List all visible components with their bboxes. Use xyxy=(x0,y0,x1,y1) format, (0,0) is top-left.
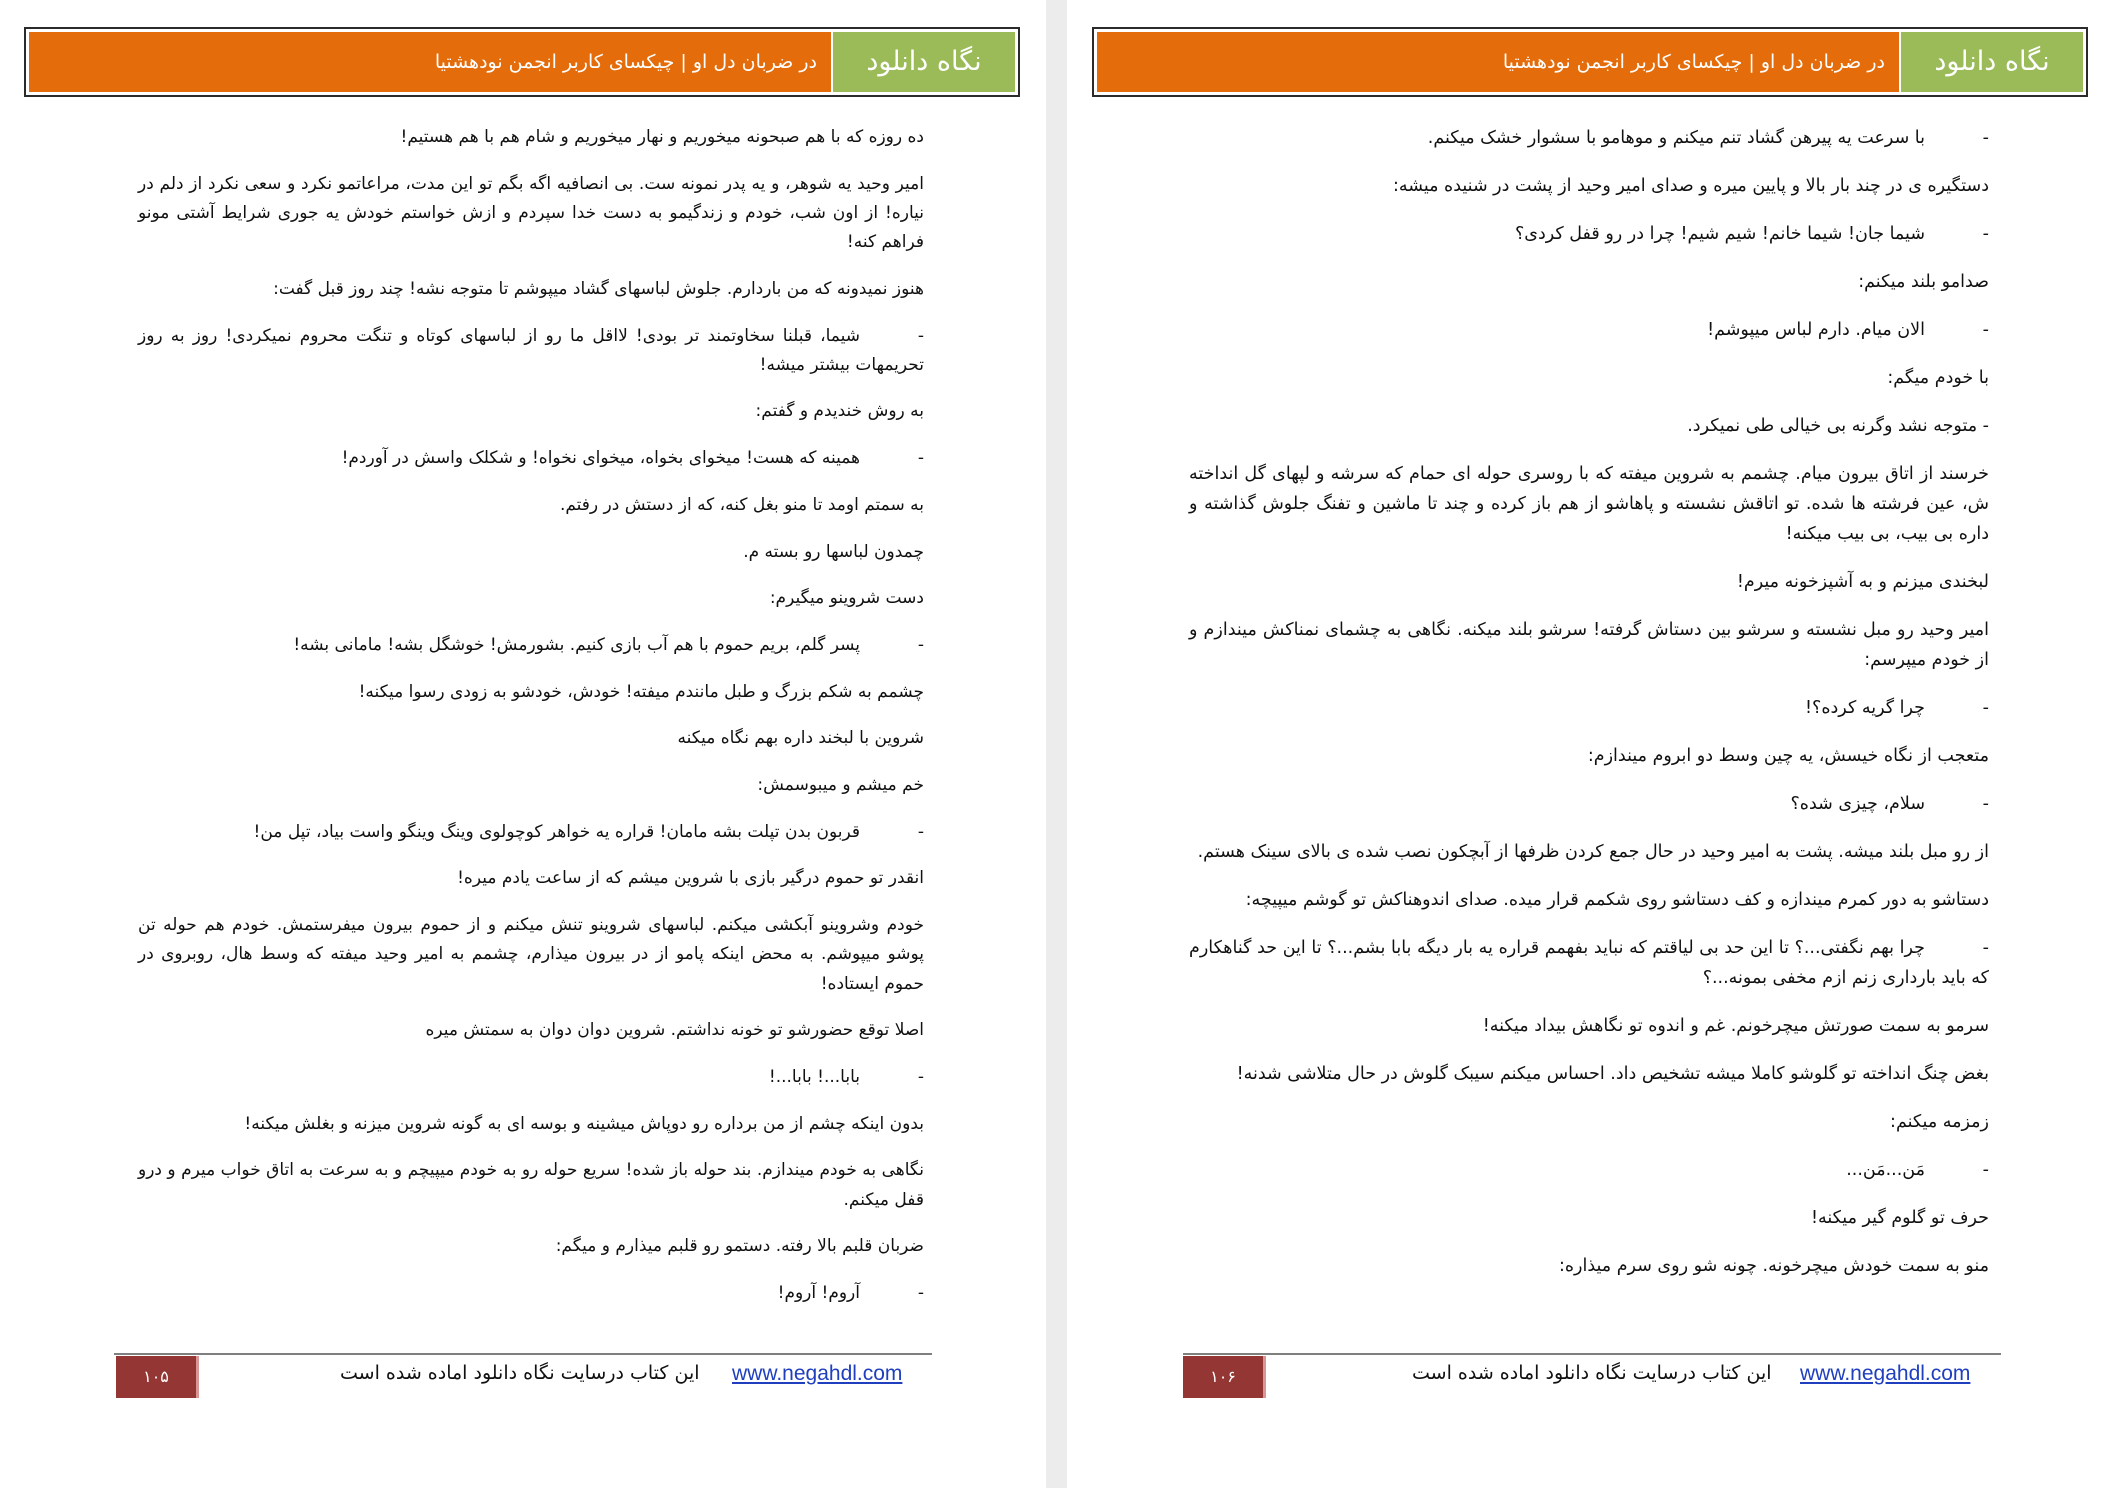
paragraph-text: ضربان قلبم بالا رفته. دستمو رو قلبم میذارم و میگم: xyxy=(555,1236,924,1257)
header-book-title: در ضربان دل او | چیکسای کاربر انجمن نودهشتیا xyxy=(1097,32,1899,92)
paragraph-text: آروم! آروم! xyxy=(777,1282,860,1303)
paragraph xyxy=(138,771,924,800)
paragraph-text: دستاشو به دور کمرم میندازه و کف دستاشو روی شکمم قرار میده. صدای اندوهناکش تو گوشم میپیچه: xyxy=(1245,890,1989,910)
footer-note: این کتاب درسایت نگاه دانلود اماده شده است xyxy=(340,1362,700,1384)
dialogue-line xyxy=(138,1279,924,1308)
dialogue-dash: - xyxy=(917,1282,924,1303)
page-body-text xyxy=(138,123,924,1326)
paragraph-text: چمدون لباسها رو بسته م. xyxy=(743,541,924,562)
dialogue-dash: - xyxy=(917,448,924,469)
page-header xyxy=(1092,27,2088,97)
paragraph-text: امیر وحید یه شوهر، و یه پدر نمونه ست. بی انصافیه اگه بگم تو این مدت، مراعاتمو نکرد و سعی نکرد از دلم در نیاره! از اون شب، خودم و زندگیمو به دست خدا سپردم و ازش خواستم خودش یه جوری شرایط آشتی مونو فراهم کنه! xyxy=(138,173,924,253)
paragraph-text: لبخندی میزنم و به آشپزخونه میرم! xyxy=(1736,572,1989,592)
paragraph xyxy=(138,1016,924,1045)
paragraph-text: خرسند از اتاق بیرون میام. چشمم به شروین میفته که با روسری حوله ای حمام که سرشه و لپهای گل انداخته ش، عین فرشته ها شده. تو اتاقش نشسته و پاهاشو از هم باز کرده و چند تا ماشین و تفنگ جلوش گذاشته و داره بی بیب، بی بیب میکنه! xyxy=(1189,464,1989,544)
dialogue-line xyxy=(1189,1155,1989,1185)
dialogue-line xyxy=(138,322,924,380)
paragraph xyxy=(1189,459,1989,549)
footer-divider xyxy=(1183,1353,2001,1355)
paragraph xyxy=(138,123,924,152)
paragraph-text: با سرعت یه پیرهن گشاد تنم میکنم و موهامو با سشوار خشک میکنم. xyxy=(1427,128,1925,148)
paragraph-text: سلام، چیزی شده؟ xyxy=(1790,794,1925,814)
dialogue-dash: - xyxy=(917,325,924,346)
paragraph-text: - متوجه نشد وگرنه بی خیالی طی نمیکرد. xyxy=(1687,416,1989,436)
dialogue-dash: - xyxy=(1982,938,1989,958)
paragraph-text: چرا بهم نگفتی...؟ تا این حد بی لیاقتم که نباید بفهمم قراره یه بار دیگه بابا بشم...؟ تا این حد گناهکارم که باید بارداری زنم ازم مخفی بمونه...؟ xyxy=(1189,938,1989,988)
paragraph xyxy=(138,275,924,304)
paragraph-text: منو به سمت خودش میچرخونه. چونه شو روی سرم میذاره: xyxy=(1558,1256,1989,1276)
dialogue-line xyxy=(1189,123,1989,153)
paragraph xyxy=(138,538,924,567)
paragraph-text: الان میام. دارم لباس میپوشم! xyxy=(1707,320,1925,340)
paragraph xyxy=(1189,741,1989,771)
footer-divider xyxy=(114,1353,932,1355)
dialogue-line xyxy=(138,1063,924,1092)
paragraph-text: خم میشم و میبوسمش: xyxy=(757,775,924,796)
paragraph xyxy=(1189,615,1989,675)
paragraph xyxy=(1189,567,1989,597)
paragraph-text: صدامو بلند میکنم: xyxy=(1858,272,1989,292)
paragraph-text: به سمتم اومد تا منو بغل کنه، که از دستش در رفتم. xyxy=(559,494,924,515)
paragraph-text: متعجب از نگاه خیسش، یه چین وسط دو ابروم میندازم: xyxy=(1587,746,1989,766)
paragraph-text: قربون بدن تپلت بشه مامان! قراره یه خواهر کوچولوی وینگ وینگو واست بیاد، تپل من! xyxy=(253,821,860,842)
paragraph-text: همینه که هست! میخوای بخواه، میخوای نخواه! و شکلک واسش در آوردم! xyxy=(341,448,860,469)
page-106 xyxy=(1067,0,2116,1488)
paragraph xyxy=(1189,1107,1989,1137)
paragraph xyxy=(138,397,924,426)
dialogue-line xyxy=(1189,789,1989,819)
footer-website-link[interactable]: www.negahdl.com xyxy=(1800,1362,1971,1385)
header-site-logo: نگاه دانلود xyxy=(1899,32,2083,92)
paragraph-text: بغض چنگ انداخته تو گلوشو کاملا میشه تشخیص داد. احساس میکنم سیبک گلوش در حال متلاشی شدنه! xyxy=(1236,1064,1989,1084)
paragraph xyxy=(1189,171,1989,201)
header-book-title: در ضربان دل او | چیکسای کاربر انجمن نودهشتیا xyxy=(29,32,831,92)
paragraph xyxy=(138,1110,924,1139)
page-header xyxy=(24,27,1020,97)
dialogue-line xyxy=(1189,315,1989,345)
paragraph-text: خودم وشروینو آبکشی میکنم. لباسهای شروینو تنش میکنم و از حموم بیرون میفرستمش. خودم هم حوله تن پوشو میپوشم. به محض اینکه پامو از در بیرون میذارم، چشمم به امیر وحید میفته که وسط هال، روبروی در حموم ایستاده! xyxy=(138,915,924,994)
dialogue-dash: - xyxy=(917,1066,924,1087)
dialogue-dash: - xyxy=(917,821,924,842)
dialogue-line xyxy=(1189,693,1989,723)
footer-website-link[interactable]: www.negahdl.com xyxy=(732,1362,903,1385)
dialogue-line xyxy=(138,631,924,660)
paragraph xyxy=(138,911,924,999)
paragraph xyxy=(1189,1251,1989,1281)
paragraph-text: با خودم میگم: xyxy=(1887,368,1989,388)
paragraph xyxy=(138,678,924,707)
paragraph-text: از رو مبل بلند میشه. پشت به امیر وحید در حال جمع کردن ظرفها از آبچکون نصب شده ی بالای سینک هستم. xyxy=(1197,842,1989,862)
paragraph-text: بدون اینکه چشم از من برداره رو دوپاش میشینه و بوسه ای به گونه شروین میزنه و بغلش میکنه! xyxy=(244,1113,924,1134)
paragraph xyxy=(1189,267,1989,297)
paragraph xyxy=(1189,1059,1989,1089)
dialogue-line xyxy=(138,818,924,847)
paragraph xyxy=(1189,1011,1989,1041)
dialogue-dash: - xyxy=(917,634,924,655)
paragraph xyxy=(1189,363,1989,393)
page-number-badge: ۱۰۵ xyxy=(116,1356,196,1398)
dialogue-dash: - xyxy=(1982,794,1989,814)
paragraph-text: مَن...مَن... xyxy=(1846,1160,1925,1180)
header-site-logo: نگاه دانلود xyxy=(831,32,1015,92)
paragraph xyxy=(138,724,924,753)
paragraph xyxy=(1189,885,1989,915)
paragraph xyxy=(138,1156,924,1214)
dialogue-line xyxy=(138,444,924,473)
paragraph xyxy=(1189,1203,1989,1233)
dialogue-dash: - xyxy=(1982,320,1989,340)
paragraph-text: انقدر تو حموم درگیر بازی با شروین میشم که از ساعت یادم میره! xyxy=(457,868,924,889)
paragraph-text: دست شروینو میگیرم: xyxy=(769,588,924,609)
paragraph-text: پسر گلم، بریم حموم با هم آب بازی کنیم. بشورمش! خوشگل بشه! مامانی بشه! xyxy=(293,634,860,655)
paragraph-text: نگاهی به خودم میندازم. بند حوله باز شده! سریع حوله رو به خودم میپیچم و به سرعت به اتاق خواب میرم و درو قفل میکنم. xyxy=(138,1160,924,1210)
paragraph xyxy=(138,1232,924,1261)
page-105 xyxy=(0,0,1046,1488)
paragraph xyxy=(138,864,924,893)
paragraph-text: ده روزه که با هم صبحونه میخوریم و نهار میخوریم و شام هم با هم هستیم! xyxy=(400,127,924,147)
paragraph xyxy=(138,491,924,520)
paragraph-text: حرف تو گلوم گیر میکنه! xyxy=(1810,1208,1989,1228)
dialogue-line xyxy=(1189,933,1989,993)
page-number-badge: ۱۰۶ xyxy=(1183,1356,1263,1398)
paragraph-text: اصلا توقع حضورشو تو خونه نداشتم. شروین دوان دوان به سمتش میره xyxy=(425,1020,924,1041)
dialogue-dash: - xyxy=(1982,128,1989,148)
paragraph-text: امیر وحید رو مبل نشسته و سرشو بین دستاش گرفته! سرشو بلند میکنه. نگاهی به چشمای نمناکش میندازم و از خودم میپرسم: xyxy=(1189,620,1989,670)
dialogue-dash: - xyxy=(1982,1160,1989,1180)
paragraph xyxy=(138,170,924,258)
paragraph xyxy=(1189,411,1989,441)
dialogue-dash: - xyxy=(1982,698,1989,718)
paragraph-text: بابا...! بابا...! xyxy=(768,1066,860,1087)
paragraph-text: سرمو به سمت صورتش میچرخونم. غم و اندوه تو نگاهش بیداد میکنه! xyxy=(1482,1016,1989,1036)
paragraph-text: دستگیره ی در چند بار بالا و پایین میره و صدای امیر وحید از پشت در شنیده میشه: xyxy=(1392,176,1989,196)
page-body-text xyxy=(1189,123,1989,1299)
paragraph-text: شروین با لبخند داره بهم نگاه میکنه xyxy=(677,728,924,749)
paragraph-text: شیما، قبلنا سخاوتمند تر بودی! لااقل ما رو از لباسهای کوتاه و تنگت محروم نمیکردی! روز به روز تحریمهات بیشتر میشه! xyxy=(138,325,924,375)
dialogue-line xyxy=(1189,219,1989,249)
paragraph xyxy=(1189,837,1989,867)
paragraph-text: چرا گریه کرده؟! xyxy=(1805,698,1925,718)
paragraph-text: هنوز نمیدونه که من باردارم. جلوش لباسهای گشاد میپوشم تا متوجه نشه! چند روز قبل گفت: xyxy=(273,278,924,299)
paragraph xyxy=(138,584,924,613)
paragraph-text: زمزمه میکنم: xyxy=(1890,1112,1989,1132)
paragraph-text: به روش خندیدم و گفتم: xyxy=(755,401,924,422)
dialogue-dash: - xyxy=(1982,224,1989,244)
paragraph-text: چشمم به شکم بزرگ و طبل مانندم میفته! خودش، خودشو به زودی رسوا میکنه! xyxy=(358,681,924,702)
paragraph-text: شیما جان! شیما خانم! شیم شیم! چرا در رو قفل کردی؟ xyxy=(1514,224,1925,244)
footer-note: این کتاب درسایت نگاه دانلود اماده شده است xyxy=(1412,1362,1772,1384)
